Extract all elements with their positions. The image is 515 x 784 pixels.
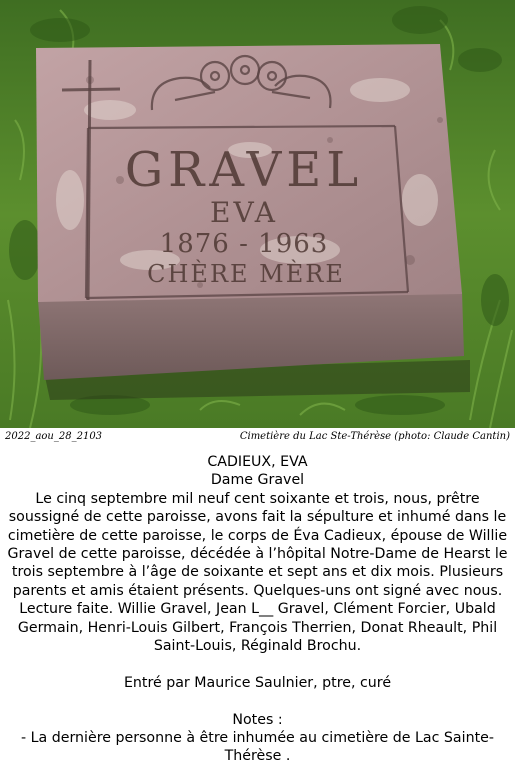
notes-heading: Notes : bbox=[232, 711, 283, 728]
record-entered-by: Entré par Maurice Saulnier, ptre, curé bbox=[123, 674, 392, 691]
photo-caption bbox=[0, 429, 515, 445]
stone-dates: 1876 - 1963 bbox=[159, 229, 329, 259]
record-title: Dame Gravel bbox=[210, 472, 305, 489]
spacer bbox=[4, 692, 511, 710]
spacer bbox=[4, 655, 511, 673]
record-body: Le cinq septembre mil neuf cent soixante et trois, nous, prêtre soussigné de cette paroisse, avons fait la sépulture et inhumé dans le cimetière de cette paroisse, le corps de Éva Cadieux, épouse de Willie Gravel de cette paroisse, décédée à l’hôpital Notre-Dame de Hearst le trois septembre à l’âge de soixante et sept ans et dix mois. Plusieurs parents et amis étaient présents. Quelques-uns ont signé avec nous. Lecture faite. Willie Gravel, Jean L__ Gravel, Clément Forcier, Ubald Germain, Henri-Louis Gilbert, François Therrien, Donat Rheault, Phil Saint-Louis, Réginald Brochu. bbox=[7, 490, 508, 655]
stone-epitaph: CHÈRE MÈRE bbox=[147, 260, 345, 288]
photo-credit: Cimetière du Lac Ste-Thérèse (photo: Claude Cantin) bbox=[239, 431, 510, 442]
burial-record bbox=[4, 453, 511, 766]
notes-line: - La dernière personne à être inhumée au cimetière de Lac Sainte-Thérèse . bbox=[21, 730, 494, 765]
record-name: CADIEUX, EVA bbox=[207, 454, 308, 470]
stone-surname: GRAVEL bbox=[124, 142, 364, 198]
stone-given-name: EVA bbox=[210, 196, 278, 229]
photo-id: 2022_aou_28_2103 bbox=[5, 431, 103, 442]
